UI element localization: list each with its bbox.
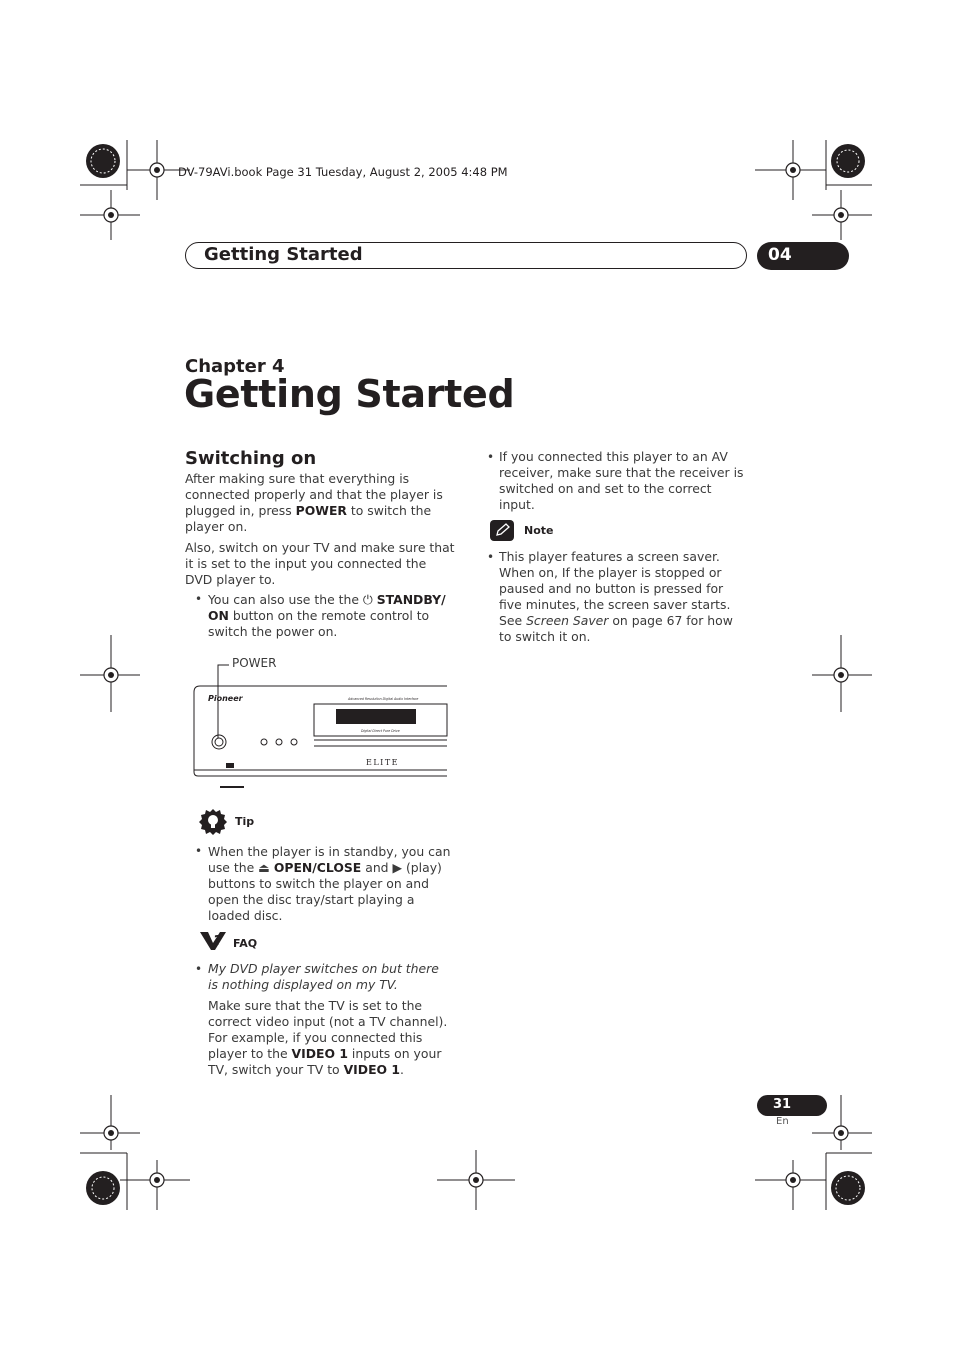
tip-label: Tip bbox=[235, 815, 255, 828]
tip-bullet: When the player is in standby, you can use the ⏏ OPEN/CLOSE and ▶ (play) buttons to switch the player on and open the disc tray/start playing a loaded disc. bbox=[208, 844, 451, 923]
svg-text:Advanced Resolution Digital Au: Advanced Resolution Digital Audio Interface bbox=[348, 697, 419, 701]
standby-bullet: You can also use the the ⏻ STANDBY/ ON button on the remote control to switch the power on. bbox=[208, 592, 446, 639]
chapter-title: Getting Started bbox=[184, 372, 515, 416]
faq-question-icon bbox=[199, 930, 227, 952]
svg-text:Digital Direct Pure Drive: Digital Direct Pure Drive bbox=[361, 729, 400, 733]
chapter-number: 04 bbox=[768, 245, 792, 265]
dvd-player-front-panel-illustration bbox=[190, 660, 452, 790]
language-code: En bbox=[776, 1116, 789, 1127]
page-number: 31 bbox=[773, 1097, 792, 1112]
note-bullet: This player features a screen saver. When on, If the player is stopped or paused and no button is pressed for five minutes, the screen saver starts. See Screen Saver on page 67 for how to switch it on. bbox=[499, 549, 733, 644]
power-callout-label: POWER bbox=[232, 656, 277, 670]
bullet-marker: • bbox=[195, 962, 203, 976]
faq-label: FAQ bbox=[233, 937, 258, 950]
intro-paragraph: After making sure that everything is connected properly and that the player is plugged in, press POWER to switch the player on. bbox=[185, 471, 443, 534]
section-heading: Switching on bbox=[185, 448, 317, 469]
chapter-label: Chapter 4 bbox=[185, 356, 285, 377]
faq-question: My DVD player switches on but there is nothing displayed on my TV. bbox=[208, 961, 439, 992]
pioneer-logo: Pioneer bbox=[208, 694, 243, 703]
bullet-marker: • bbox=[487, 550, 495, 564]
bullet-marker: • bbox=[195, 592, 203, 606]
tip-lightbulb-icon bbox=[199, 808, 229, 836]
chapter-number-badge bbox=[757, 242, 849, 270]
faq-answer: Make sure that the TV is set to the correct video input (not a TV channel). For example, if you connected this player to the VIDEO 1 inputs on your TV, switch your TV to VIDEO 1. bbox=[208, 998, 448, 1077]
header-section-title: Getting Started bbox=[204, 244, 363, 265]
svg-text:?: ? bbox=[214, 934, 222, 949]
tv-paragraph: Also, switch on your TV and make sure that it is set to the input you connected the DVD player to. bbox=[185, 540, 455, 587]
bullet-marker: • bbox=[195, 844, 203, 858]
play-icon: ▶ bbox=[392, 860, 403, 875]
note-label: Note bbox=[524, 524, 554, 537]
bullet-marker: • bbox=[487, 450, 495, 464]
note-pencil-icon bbox=[490, 520, 514, 541]
standby-power-icon: ⏻ bbox=[362, 592, 373, 607]
av-receiver-bullet: If you connected this player to an AV receiver, make sure that the receiver is switched on and set to the correct input. bbox=[499, 449, 744, 512]
book-info-line: DV-79AVi.book Page 31 Tuesday, August 2, 2005 4:48 PM bbox=[178, 165, 508, 179]
eject-icon: ⏏ bbox=[258, 860, 270, 875]
page-number-badge bbox=[757, 1095, 827, 1116]
elite-logo: ELITE bbox=[366, 758, 399, 767]
